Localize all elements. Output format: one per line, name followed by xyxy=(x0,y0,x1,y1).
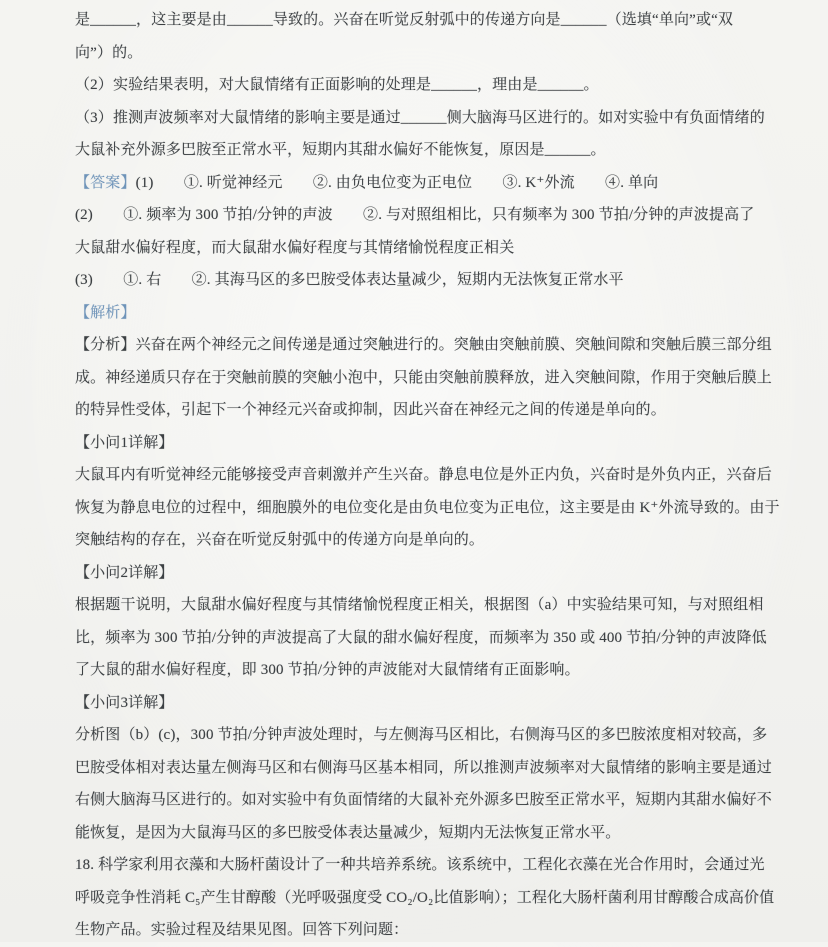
text-line xyxy=(75,394,775,427)
line-text: (3) ①. 右 ②. 其海马区的多巴胺受体表达量减少，短期内无法恢复正常水平 xyxy=(75,272,624,288)
line-text: 恢复为静息电位的过程中，细胞膜外的电位变化是由负电位变为正电位，这主要是由 K⁺外流导致的。由于 xyxy=(75,499,780,516)
text-line xyxy=(75,524,775,557)
text-line xyxy=(75,784,775,817)
text-line xyxy=(75,4,775,37)
text-line xyxy=(75,329,775,362)
line-text: 【小问1详解】 xyxy=(75,434,174,451)
line-text: 根据题干说明，大鼠甜水偏好程度与其情绪愉悦程度正相关，根据图（a）中实验结果可知，与对照组相 xyxy=(75,597,764,613)
line-text: 【分析】兴奋在两个神经元之间传递是通过突触进行的。突触由突触前膜、突触间隙和突触后膜三部分组 xyxy=(75,337,772,353)
text-line xyxy=(75,817,775,850)
line-text: 【小问3详解】 xyxy=(75,694,174,711)
section-label: 【解析】 xyxy=(75,304,136,321)
text-line xyxy=(75,654,775,687)
line-text: 18. 科学家利用衣藻和大肠杆菌设计了一种共培养系统。该系统中，工程化衣藻在光合作用时，会通过光 xyxy=(75,857,765,873)
text-line xyxy=(75,849,775,882)
line-text: 能恢复，是因为大鼠海马区的多巴胺受体表达量减少，短期内无法恢复正常水平。 xyxy=(75,824,621,841)
text-line xyxy=(75,37,775,70)
line-text: 的特异性受体，引起下一个神经元兴奋或抑制，因此兴奋在神经元之间的传递是单向的。 xyxy=(75,402,666,418)
line-text: 巴胺受体相对表达量左侧海马区和右侧海马区基本相同，所以推测声波频率对大鼠情绪的影响主要是通过 xyxy=(75,759,772,776)
text-line xyxy=(75,102,775,135)
line-text: 突触结构的存在，兴奋在听觉反射弧中的传递方向是单向的。 xyxy=(75,532,485,548)
line-text: 大鼠补充外源多巴胺至正常水平，短期内其甜水偏好不能恢复，原因是______。 xyxy=(75,142,606,158)
text-line xyxy=(75,427,775,460)
text-line xyxy=(75,752,775,785)
section-label: 【答案】 xyxy=(75,174,136,191)
text-line xyxy=(75,232,775,265)
text-line xyxy=(75,362,775,395)
line-text: 了大鼠的甜水偏好程度，即 300 节拍/分钟的声波能对大鼠情绪有正面影响。 xyxy=(75,662,580,678)
line-text: 呼吸竞争性消耗 C₅产生甘醇酸（光呼吸强度受 CO₂/O₂比值影响）；工程化大肠杆菌利用甘醇酸合成高价值 xyxy=(75,889,775,906)
line-text: 向”）的。 xyxy=(75,44,143,61)
line-text: 成。神经递质只存在于突触前膜的突触小泡中，只能由突触前膜释放，进入突触间隙，作用于突触后膜上 xyxy=(75,369,772,386)
text-line xyxy=(75,882,775,915)
text-line xyxy=(75,199,775,232)
line-text: （2）实验结果表明，对大鼠情绪有正面影响的处理是______，理由是______。 xyxy=(75,77,599,93)
line-text: 生物产品。实验过程及结果见图。回答下列问题： xyxy=(75,922,409,938)
document-page xyxy=(75,0,780,947)
line-text: 比，频率为 300 节拍/分钟的声波提高了大鼠的甜水偏好程度，而频率为 350 或 400 节拍/分钟的声波降低 xyxy=(75,629,767,646)
line-text: 分析图（b）(c)，300 节拍/分钟声波处理时，与左侧海马区相比，右侧海马区的多巴胺浓度相对较高，多 xyxy=(75,727,768,743)
text-line xyxy=(75,264,775,297)
text-line xyxy=(75,167,775,200)
line-text: 大鼠耳内有听觉神经元能够接受声音刺激并产生兴奋。静息电位是外正内负，兴奋时是外负内正，兴奋后 xyxy=(75,467,772,483)
text-line xyxy=(75,557,775,590)
text-line xyxy=(75,687,775,720)
line-text: （3）推测声波频率对大鼠情绪的影响主要是通过______侧大脑海马区进行的。如对实验中有负面情绪的 xyxy=(75,109,765,126)
line-text: 【小问2详解】 xyxy=(75,564,174,581)
line-text: (2) ①. 频率为 300 节拍/分钟的声波 ②. 与对照组相比，只有频率为 300 节拍/分钟的声波提高了 xyxy=(75,207,755,223)
text-line xyxy=(75,134,775,167)
text-line xyxy=(75,719,775,752)
text-line xyxy=(75,622,775,655)
document-body xyxy=(75,4,780,947)
text-line xyxy=(75,492,780,525)
line-text: 大鼠甜水偏好程度，而大鼠甜水偏好程度与其情绪愉悦程度正相关 xyxy=(75,239,515,256)
line-text: (1) ①. 听觉神经元 ②. 由负电位变为正电位 ③. K⁺外流 ④. 单向 xyxy=(135,174,659,191)
text-line xyxy=(75,459,775,492)
text-line xyxy=(75,69,775,102)
text-line xyxy=(75,589,775,622)
line-text: 右侧大脑海马区进行的。如对实验中有负面情绪的大鼠补充外源多巴胺至正常水平，短期内其甜水偏好不 xyxy=(75,792,772,808)
line-text: 是______，这主要是由______导致的。兴奋在听觉反射弧中的传递方向是______（选填“单向”或“双 xyxy=(75,12,734,28)
text-line xyxy=(75,297,775,330)
